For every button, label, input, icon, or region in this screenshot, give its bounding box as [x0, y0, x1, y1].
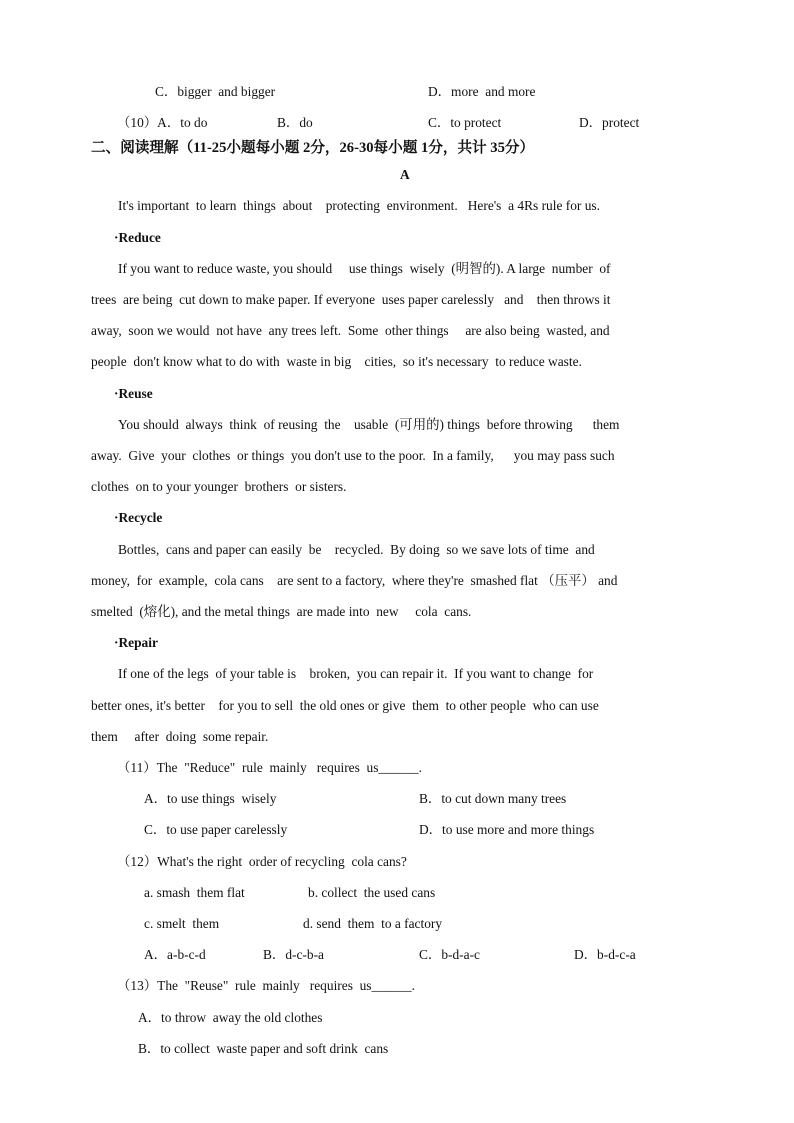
q10-option-d: D．protect [579, 115, 640, 130]
q11-option-b: B．to cut down many trees [419, 791, 567, 806]
passage-label: A [400, 167, 410, 182]
reuse-line-2: away. Give your clothes or things you don't use to the poor. In a family, you may pass such [91, 448, 615, 463]
q13-option-a: A．to throw away the old clothes [138, 1010, 323, 1025]
recycle-line-2: money, for example, cola cans are sent to a factory, where they're smashed flat （压平） and [91, 573, 618, 588]
repair-line-1: If one of the legs of your table is broken, you can repair it. If you want to change for [118, 666, 594, 681]
q10-option-c: C．to protect [428, 115, 502, 130]
reuse-line-3: clothes on to your younger brothers or sisters. [91, 479, 347, 494]
q12-step-d: d. send them to a factory [303, 916, 443, 931]
q10-option-b: B．do [277, 115, 313, 130]
reduce-line-4: people don't know what to do with waste in big cities, so it's necessary to reduce waste. [91, 354, 582, 369]
passage-intro: It's important to learn things about protecting environment. Here's a 4Rs rule for us. [118, 198, 600, 213]
section-title: 二、阅读理解（11-25小题每小题 2分，26-30每小题 1分，共计 35分） [91, 140, 535, 156]
reduce-line-2: trees are being cut down to make paper. If everyone uses paper carelessly and then throws it [91, 292, 611, 307]
q13-stem: （13）The "Reuse" rule mainly requires us______. [117, 978, 416, 993]
q10-option-a: （10）A．to do [117, 115, 208, 130]
q12-option-c: C．b-d-a-c [419, 947, 480, 962]
reduce-heading: ·Reduce [114, 230, 161, 245]
repair-heading: ·Repair [114, 635, 158, 650]
q11-option-c: C．to use paper carelessly [144, 822, 288, 837]
q10-prev-option-d: D．more and more [428, 84, 536, 99]
q12-option-d: D．b-d-c-a [574, 947, 636, 962]
q12-step-c: c. smelt them [144, 916, 220, 931]
reuse-line-1: You should always think of reusing the usable (可用的) things before throwing them [118, 417, 620, 432]
repair-line-3: them after doing some repair. [91, 729, 269, 744]
q13-option-b: B．to collect waste paper and soft drink cans [138, 1041, 389, 1056]
reuse-heading: ·Reuse [114, 386, 153, 401]
recycle-line-3: smelted (熔化), and the metal things are made into new cola cans. [91, 604, 472, 619]
q11-stem: （11）The "Reduce" rule mainly requires us______. [117, 760, 422, 775]
q12-option-a: A．a-b-c-d [144, 947, 206, 962]
q10-prev-option-c: C．bigger and bigger [155, 84, 276, 99]
recycle-heading: ·Recycle [114, 510, 163, 525]
q12-stem: （12）What's the right order of recycling cola cans? [117, 854, 407, 869]
reduce-line-3: away, soon we would not have any trees left. Some other things are also being wasted, and [91, 323, 610, 338]
reduce-line-1: If you want to reduce waste, you should use things wisely (明智的). A large number of [118, 261, 611, 276]
q12-step-a: a. smash them flat [144, 885, 245, 900]
q12-step-b: b. collect the used cans [308, 885, 436, 900]
recycle-line-1: Bottles, cans and paper can easily be recycled. By doing so we save lots of time and [118, 542, 595, 557]
q11-option-d: D．to use more and more things [419, 822, 595, 837]
repair-line-2: better ones, it's better for you to sell the old ones or give them to other people who can use [91, 698, 599, 713]
q12-option-b: B．d-c-b-a [263, 947, 324, 962]
q11-option-a: A．to use things wisely [144, 791, 277, 806]
